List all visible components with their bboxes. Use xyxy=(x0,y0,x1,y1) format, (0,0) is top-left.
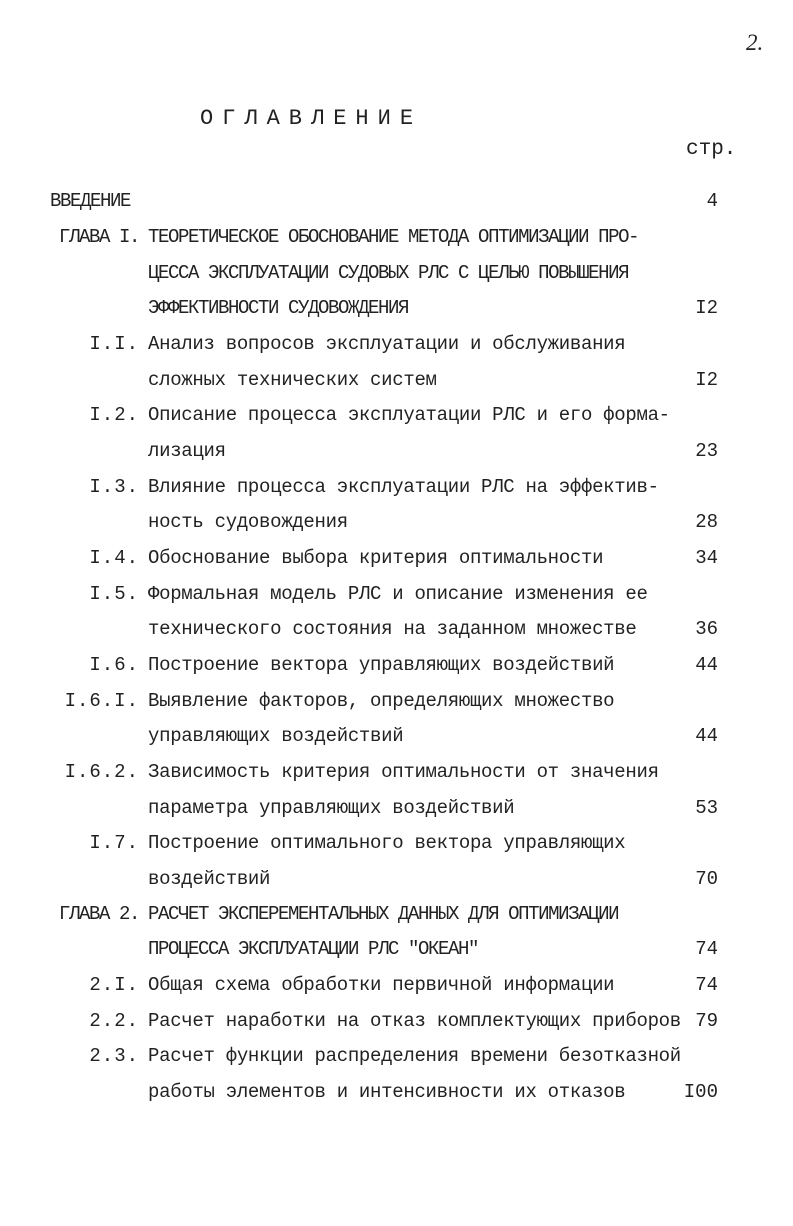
toc-entry-line xyxy=(0,899,793,929)
toc-entry-number: I.3. xyxy=(89,476,139,498)
toc-entry-number: 2.I. xyxy=(89,974,139,996)
toc-entry-text: ЦЕССА ЭКСПЛУАТАЦИИ СУДОВЫХ РЛС С ЦЕЛЬЮ ПОВЫШЕНИЯ xyxy=(148,262,629,284)
toc-entry-page: 74 xyxy=(695,938,718,960)
toc-entry-page: 4 xyxy=(706,190,718,212)
toc-entry-line xyxy=(0,222,793,252)
toc-entry-page: 53 xyxy=(695,797,718,819)
toc-entry-text: технического состояния на заданном множестве xyxy=(148,618,637,640)
toc-entry-number: I.4. xyxy=(89,547,139,569)
toc-entry-page: I2 xyxy=(695,297,718,319)
toc-entry-line xyxy=(0,258,793,288)
toc-entry-line xyxy=(0,472,793,502)
page-title: ОГЛАВЛЕНИЕ xyxy=(200,106,423,131)
toc-entry-text: Анализ вопросов эксплуатации и обслуживания xyxy=(148,333,626,355)
toc-entry-text: ность судовождения xyxy=(148,511,348,533)
toc-entry-line xyxy=(0,970,793,1000)
toc-entry-line xyxy=(0,1077,793,1107)
toc-entry-number: I.6.2. xyxy=(64,761,139,783)
toc-entry-page: 28 xyxy=(695,511,718,533)
toc-entry-page: 79 xyxy=(695,1010,718,1032)
toc-entry-page: I2 xyxy=(695,369,718,391)
toc-entry-page: 44 xyxy=(695,654,718,676)
toc-entry-line xyxy=(0,293,793,323)
toc-entry-text: Формальная модель РЛС и описание изменения ее xyxy=(148,583,648,605)
toc-entry-line xyxy=(0,828,793,858)
toc-entry-text: Расчет функции распределения времени безотказной xyxy=(148,1045,681,1067)
page-column-header: стр. xyxy=(686,138,737,161)
toc-entry-number: I.6. xyxy=(89,654,139,676)
toc-entry-line xyxy=(0,365,793,395)
toc-entry-number: ГЛАВА 2. xyxy=(58,903,139,925)
toc-entry-intro xyxy=(0,186,793,216)
toc-entry-number: I.5. xyxy=(89,583,139,605)
toc-entry-text: ПРОЦЕССА ЭКСПЛУАТАЦИИ РЛС "ОКЕАН" xyxy=(148,938,479,960)
toc-entry-line xyxy=(0,864,793,894)
toc-entry-line xyxy=(0,721,793,751)
toc-entry-line xyxy=(0,757,793,787)
toc-entry-page: 34 xyxy=(695,547,718,569)
toc-entry-text: ЭФФЕКТИВНОСТИ СУДОВОЖДЕНИЯ xyxy=(148,297,409,319)
toc-entry-text: Влияние процесса эксплуатации РЛС на эффектив- xyxy=(148,476,659,498)
toc-entry-number: 2.3. xyxy=(89,1045,139,1067)
toc-entry-text: ТЕОРЕТИЧЕСКОЕ ОБОСНОВАНИЕ МЕТОДА ОПТИМИЗАЦИИ ПРО- xyxy=(148,226,639,248)
toc-entry-line xyxy=(0,1006,793,1036)
toc-entry-number: I.6.I. xyxy=(64,690,139,712)
toc-entry-text: Выявление факторов, определяющих множество xyxy=(148,690,615,712)
toc-entry-line xyxy=(0,579,793,609)
toc-entry-line xyxy=(0,686,793,716)
toc-entry-text: Общая схема обработки первичной информации xyxy=(148,974,615,996)
toc-entry-line xyxy=(0,507,793,537)
toc-entry-line xyxy=(0,400,793,430)
toc-entry-page: 70 xyxy=(695,868,718,890)
toc-entry-number: ГЛАВА I. xyxy=(58,226,139,248)
toc-entry-text: параметра управляющих воздействий xyxy=(148,797,515,819)
toc-entry-page: 36 xyxy=(695,618,718,640)
toc-entry-page: 74 xyxy=(695,974,718,996)
toc-entry-text: Зависимость критерия оптимальности от значения xyxy=(148,761,659,783)
toc-entry-number: 2.2. xyxy=(89,1010,139,1032)
toc-entry-text: Обоснование выбора критерия оптимальности xyxy=(148,547,604,569)
toc-entry-text: работы элементов и интенсивности их отказов xyxy=(148,1081,626,1103)
toc-entry-text: лизация xyxy=(148,440,226,462)
toc-entry-page: 44 xyxy=(695,725,718,747)
toc-entry-line xyxy=(0,543,793,573)
toc-entry-line xyxy=(0,1041,793,1071)
toc-entry-text: Построение оптимального вектора управляющих xyxy=(148,832,626,854)
toc-entry-text: РАСЧЕТ ЭКСПЕРЕМЕНТАЛЬНЫХ ДАННЫХ ДЛЯ ОПТИМИЗАЦИИ xyxy=(148,903,619,925)
toc-entry-page: 23 xyxy=(695,440,718,462)
toc-entry-line xyxy=(0,329,793,359)
toc-entry-text: сложных технических систем xyxy=(148,369,437,391)
toc-entry-number: I.I. xyxy=(89,333,139,355)
toc-entry-line xyxy=(0,793,793,823)
toc-entry-number: I.7. xyxy=(89,832,139,854)
page-number: 2. xyxy=(746,30,764,55)
toc-entry-text: Расчет наработки на отказ комплектующих приборов xyxy=(148,1010,681,1032)
toc-entry-line xyxy=(0,650,793,680)
toc-entry-number: I.2. xyxy=(89,404,139,426)
toc-entry-text: Построение вектора управляющих воздействий xyxy=(148,654,615,676)
toc-entry-line xyxy=(0,436,793,466)
toc-entry-text: Описание процесса эксплуатации РЛС и его форма- xyxy=(148,404,670,426)
toc-entry-text: управляющих воздействий xyxy=(148,725,404,747)
toc-entry-line xyxy=(0,934,793,964)
toc-entry-line xyxy=(0,614,793,644)
toc-entry-text: воздействий xyxy=(148,868,271,890)
toc-entry-page: I00 xyxy=(683,1081,718,1103)
toc-entry-label: ВВЕДЕНИЕ xyxy=(50,190,131,212)
